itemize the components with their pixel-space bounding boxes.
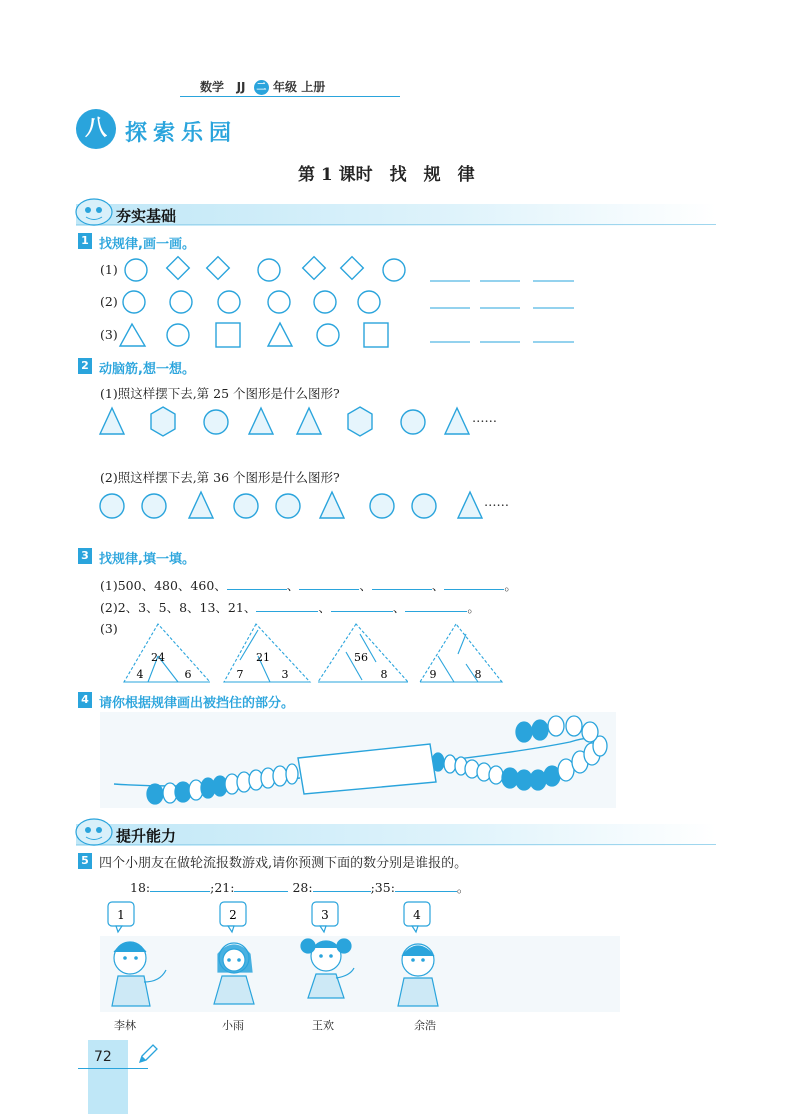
kid-name-3: 王欢	[312, 1019, 334, 1032]
pencil-icon	[136, 1042, 158, 1066]
page-number: 72	[94, 1049, 112, 1065]
mascot-icon	[74, 816, 114, 848]
tri1-top: 24	[151, 651, 165, 664]
q1-row2-label: (2)	[100, 294, 118, 309]
circle-shape	[125, 259, 147, 281]
header-subject: 数学	[200, 80, 225, 94]
header-rule	[180, 96, 400, 97]
tri4-left: 9	[429, 668, 437, 681]
mascot-icon	[74, 196, 114, 228]
circle-shape	[383, 259, 405, 281]
header-edition: JJ	[236, 80, 246, 94]
question-4-number: 4	[78, 692, 92, 708]
bubble-2-number: 2	[229, 908, 237, 922]
unit-title: 探索乐园	[125, 121, 238, 146]
grade-badge: 二	[254, 80, 269, 95]
bubble-3-number: 3	[321, 908, 329, 922]
q2-ellipsis-1: ……	[472, 410, 497, 425]
kid-name-1: 李林	[114, 1019, 136, 1032]
q2-part2: (2)照这样摆下去,第 36 个图形是什么图形?	[100, 470, 340, 485]
section-label-basic: 夯实基础	[116, 207, 177, 225]
q1-row1-label: (1)	[100, 262, 118, 277]
question-4-text: 请你根据规律画出被挡住的部分。	[99, 696, 295, 711]
question-3-number: 3	[78, 548, 92, 564]
tri2-left: 7	[236, 668, 244, 681]
section-label-advanced: 提升能力	[116, 827, 177, 845]
tri4-right: 8	[474, 668, 482, 681]
kid-name-2: 小雨	[222, 1019, 244, 1032]
q2-part1: (1)照这样摆下去,第 25 个图形是什么图形?	[100, 386, 340, 401]
question-1-number: 1	[78, 233, 92, 249]
running-header	[200, 78, 325, 95]
q3-part1: (1)500、480、460、 、 、 、 。	[100, 578, 517, 593]
question-5-number: 5	[78, 853, 92, 869]
header-volume: 上册	[301, 80, 326, 94]
tri2-right: 3	[281, 668, 289, 681]
question-2-number: 2	[78, 358, 92, 374]
question-1-text: 找规律,画一画。	[99, 237, 195, 252]
tri1-right: 6	[184, 668, 192, 681]
q5-blanks: 18: ;21: 28: ;35: 。	[130, 880, 470, 895]
question-2-text: 动脑筋,想一想。	[99, 362, 195, 377]
q3-part3: (3)	[100, 621, 118, 636]
diamond-shape	[303, 257, 326, 280]
bubble-1-number: 1	[117, 908, 125, 922]
tri3-right: 8	[380, 668, 388, 681]
diamond-shape	[341, 257, 364, 280]
question-5-text: 四个小朋友在做轮流报数游戏,请你预测下面的数分别是谁报的。	[99, 856, 468, 871]
q3-part2: (2)2、3、5、8、13、21、 、 、 。	[100, 600, 480, 615]
circle-shape	[258, 259, 280, 281]
header-grade: 年级	[273, 80, 298, 94]
q1-shapes	[118, 252, 588, 352]
diamond-shape	[167, 257, 190, 280]
q2-ellipsis-2: ……	[484, 494, 509, 509]
question-3-text: 找规律,填一填。	[99, 552, 195, 567]
tri1-left: 4	[136, 668, 144, 681]
lesson-title: 第 1 课时 找 规 律	[298, 165, 475, 185]
tri3-top: 56	[354, 651, 368, 664]
kids-illustration	[96, 898, 476, 1018]
bead-string-image	[100, 712, 620, 808]
bubble-4-number: 4	[413, 908, 421, 922]
q2-shapes-1	[96, 404, 486, 440]
q2-shapes-2	[96, 488, 486, 524]
kid-name-4: 余浩	[414, 1019, 436, 1032]
q1-row3-label: (3)	[100, 327, 118, 342]
unit-number-badge: 八	[76, 109, 116, 149]
diamond-shape	[207, 257, 230, 280]
tri2-top: 21	[256, 651, 270, 664]
q3-triangles	[120, 620, 510, 688]
